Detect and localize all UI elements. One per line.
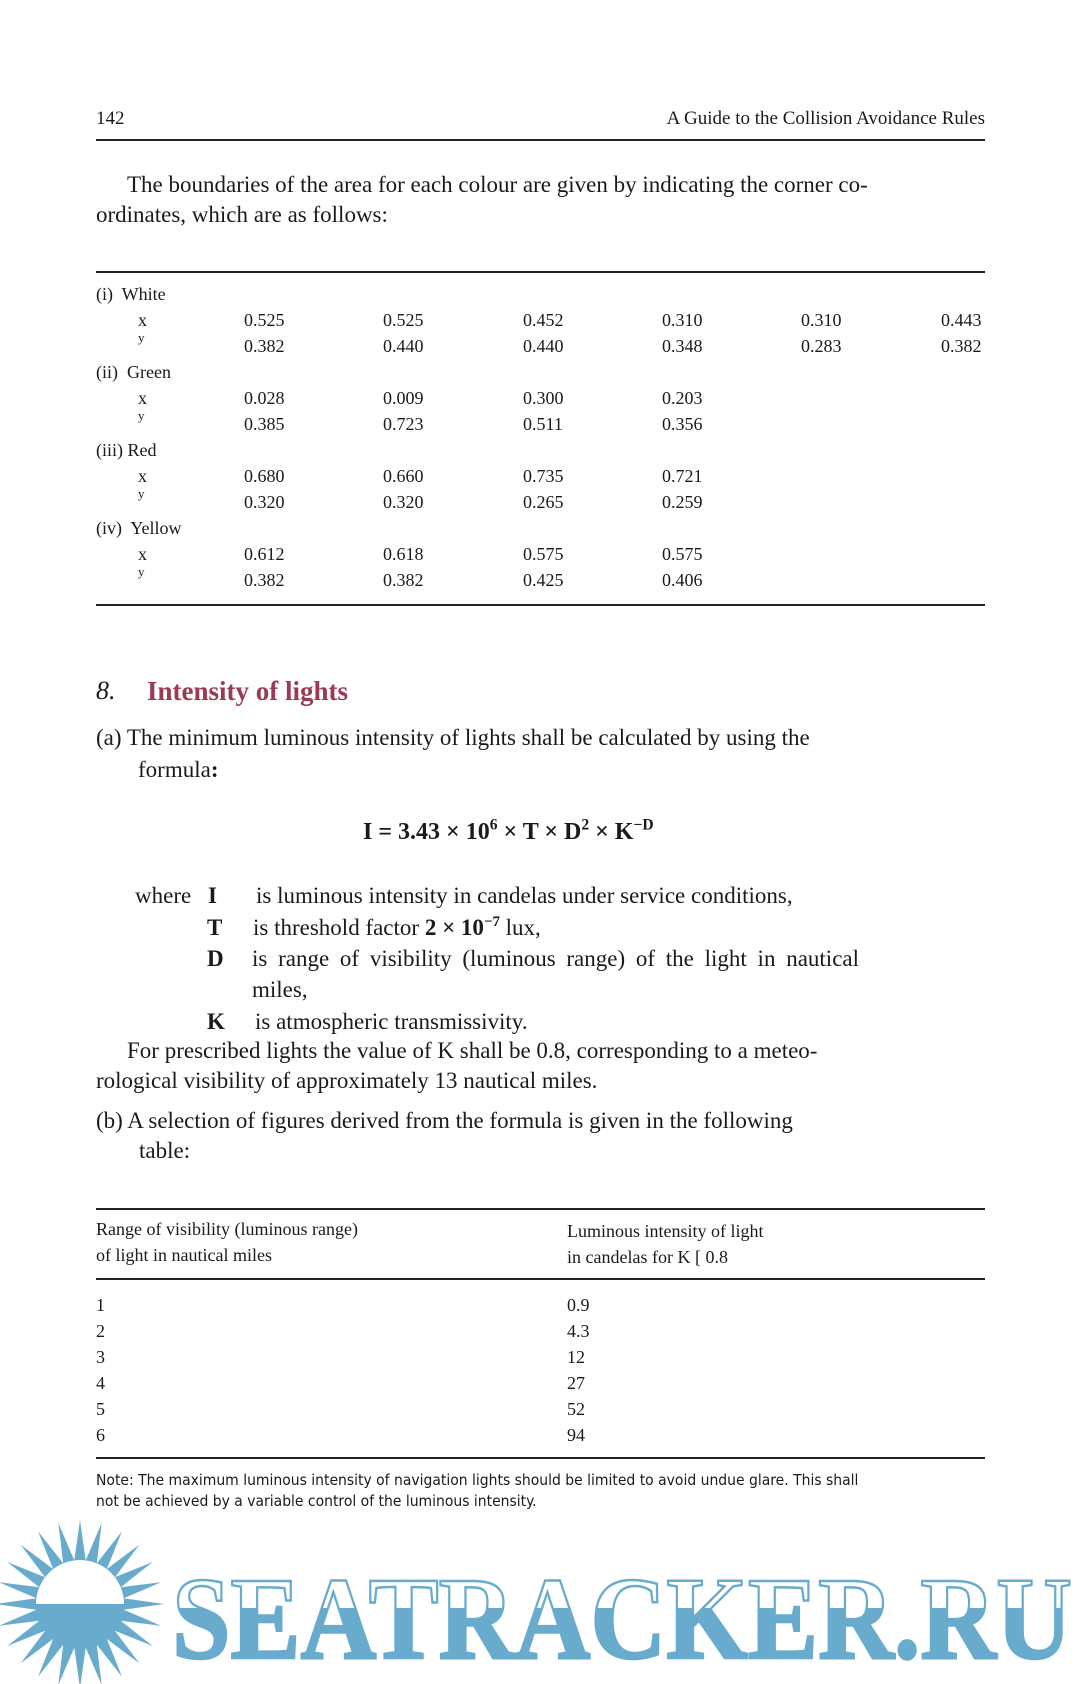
axis-label-x: x [138,388,147,408]
header-rule [96,139,985,141]
coordinate-value: 0.406 [662,570,703,590]
page-number: 142 [96,108,125,129]
where-word: where [135,883,192,908]
coordinate-value: 0.612 [244,544,285,564]
coordinate-value: 0.283 [801,336,842,356]
coordinate-value: 0.525 [383,310,424,330]
intro-line-2: ordinates, which are as follows: [96,202,388,227]
coordinate-value: 0.575 [523,544,564,564]
para-b-line-1: (b) A selection of figures derived from the formula is given in the following [96,1108,793,1133]
coordinate-value: 0.723 [383,414,424,434]
colour-group-label: (iii) Red [96,440,157,460]
axis-label-y: y [138,564,145,579]
coordinate-value: 0.443 [941,310,982,330]
coordinate-value: 0.028 [244,388,285,408]
coordinate-value: 0.320 [383,492,424,512]
coordinate-value: 0.511 [523,414,563,434]
symbol-I: I [208,883,217,908]
def-T: is threshold factor $2 \times 10^{-7}$ lux, [253,914,541,940]
section-number: 8. [96,676,116,705]
colour-group-label: (i) White [96,284,166,304]
para-a-colon: : [210,757,219,782]
range-cell: 4 [96,1373,105,1393]
col1-header-line1: Range of visibility (luminous range) [96,1219,358,1239]
running-title: A Guide to the Collision Avoidance Rules [666,108,985,129]
intensity-cell: 4.3 [567,1321,590,1341]
formula: $I = 3.43 \times 10^6 \times T \times D^2 \times K^{-D}$ [363,816,654,845]
axis-label-y: y [138,486,145,501]
coordinate-value: 0.440 [523,336,564,356]
intensity-table-top-rule [96,1208,985,1210]
section-title: Intensity of lights [147,676,349,706]
coordinate-value: 0.385 [244,414,285,434]
axis-label-y: y [138,408,145,423]
coordinate-value: 0.382 [941,336,982,356]
range-cell: 2 [96,1321,105,1341]
colour-group-label: (iv) Yellow [96,518,182,538]
col2-header-line1: Luminous intensity of light [567,1221,764,1241]
sun-icon [0,1520,164,1684]
para-a-line-1: (a) The minimum luminous intensity of lights shall be calculated by using the [96,725,810,750]
coordinate-value: 0.203 [662,388,703,408]
coordinate-value: 0.735 [523,466,564,486]
para-k-line-1: For prescribed lights the value of K shall be 0.8, corresponding to a meteo- [127,1038,818,1063]
symbol-T: T [207,915,223,940]
coordinate-value: 0.382 [244,336,285,356]
symbol-D: D [207,946,224,971]
coordinate-value: 0.300 [523,388,564,408]
def-K: is atmospheric transmissivity. [255,1009,528,1034]
intensity-cell: 94 [567,1425,585,1445]
note-line-2: not be achieved by a variable control of the luminous intensity. [96,1492,537,1510]
coordinate-value: 0.452 [523,310,564,330]
seatracker-watermark [0,1520,1080,1684]
colour-group-label: (ii) Green [96,362,171,382]
coordinate-value: 0.348 [662,336,703,356]
coordinate-value: 0.356 [662,414,703,434]
intensity-table-header-rule [96,1278,985,1280]
range-cell: 6 [96,1425,105,1445]
coordinate-value: 0.009 [383,388,424,408]
axis-label-y: y [138,330,145,345]
coordinate-value: 0.618 [383,544,424,564]
para-a-line-2 [138,758,218,781]
watermark-text: SEATRACKER.RU [172,1553,1072,1684]
intensity-cell: 0.9 [567,1295,590,1315]
intensity-cell: 52 [567,1399,585,1419]
col2-header-line2: in candelas for K [ 0.8 [567,1247,728,1267]
coordinate-value: 0.575 [662,544,703,564]
def-D: is range of visibility (luminous range) of the light in nautical [252,946,859,971]
coordinate-value: 0.721 [662,466,703,486]
axis-label-x: x [138,466,147,486]
coordinate-value: 0.660 [383,466,424,486]
range-cell: 1 [96,1295,105,1315]
coordinate-value: 0.310 [801,310,842,330]
coordinate-value: 0.320 [244,492,285,512]
def-I: is luminous intensity in candelas under service conditions, [256,883,793,908]
coordinate-value: 0.680 [244,466,285,486]
def-D-cont: miles, [252,977,308,1002]
coordinate-value: 0.265 [523,492,564,512]
para-k-line-2: rological visibility of approximately 13 nautical miles. [96,1068,598,1093]
intensity-cell: 12 [567,1347,585,1367]
coordinate-value: 0.259 [662,492,703,512]
axis-label-x: x [138,544,147,564]
para-a-word: formula [138,757,211,782]
coordinate-value: 0.382 [383,570,424,590]
coordinate-value: 0.310 [662,310,703,330]
note-line-1: Note: The maximum luminous intensity of navigation lights should be limited to avoid undue glare. This shall [96,1471,859,1489]
axis-label-x: x [138,310,147,330]
symbol-K: K [207,1009,225,1034]
intro-line-1: The boundaries of the area for each colour are given by indicating the corner co- [127,172,868,197]
coordinate-value: 0.425 [523,570,564,590]
coordinate-value: 0.382 [244,570,285,590]
range-cell: 3 [96,1347,105,1367]
col1-header-line2: of light in nautical miles [96,1245,272,1265]
range-cell: 5 [96,1399,105,1419]
para-b-line-2: table: [139,1138,191,1163]
colour-table-bottom-rule [96,604,985,606]
intensity-table-bottom-rule [96,1457,985,1459]
coordinate-value: 0.525 [244,310,285,330]
coordinate-value: 0.440 [383,336,424,356]
colour-table-top-rule [96,271,985,273]
intensity-cell: 27 [567,1373,585,1393]
